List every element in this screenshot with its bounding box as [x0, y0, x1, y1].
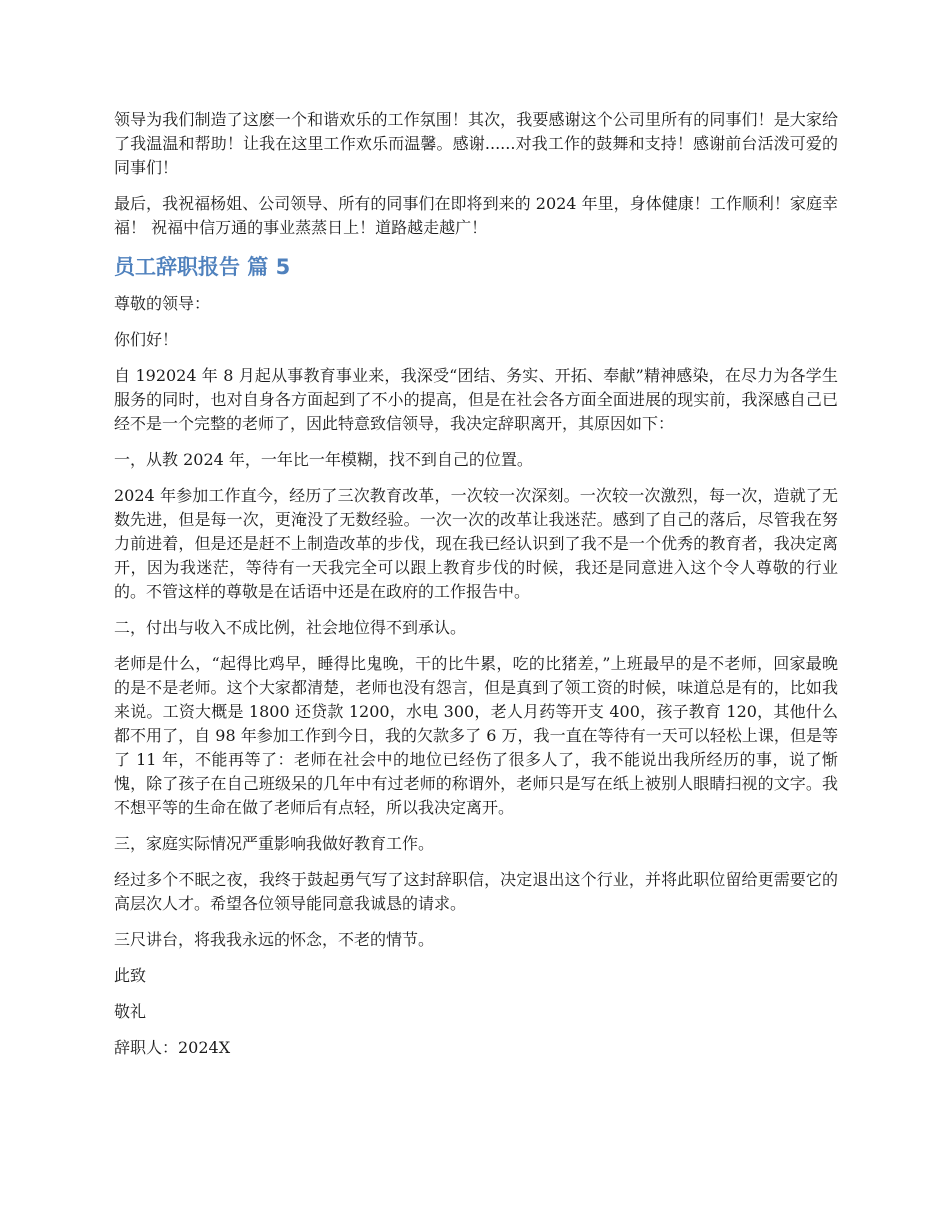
section-heading: 员工辞职报告 篇 5 [114, 255, 291, 279]
body-paragraph: 2024 年参加工作直今，经历了三次教育改革，一次较一次深刻。一次较一次激烈，每一次，造就了无数先进，但是每一次，更淹没了无数经验。一次一次的改革让我迷茫。感到了自己的落后，尽管我在努力前进着，但是还是赶不上制造改革的步伐，现在我已经认识到了我不是一个优秀的教育者，我决定离开，因为我迷茫，等待有一天我完全可以跟上教育步伐的时候，我还是同意进入这个令人尊敬的行业的。不管这样的尊敬是在话语中还是在政府的工作报告中。 [114, 486, 838, 601]
reason-heading-2: 二，付出与收入不成比例，社会地位得不到承认。 [114, 618, 467, 637]
signature-line: 辞职人：2024X [114, 1038, 231, 1057]
body-paragraph: 老师是什么，“起得比鸡早，睡得比鬼晚，干的比牛累，吃的比猪差，”上班最早的是不老师，回家最晚的是不是老师。这个大家都清楚，老师也没有怨言，但是真到了领工资的时候，味道总是有的，比如我来说。工资大概是 1800 还贷款 1200，水电 300，老人月药等开支 400，孩子教育 120，其他什么都不用了，自 98 年参加工作到今日，我的欠款多了 6 万，我一直在等待有一天可以轻松上课，但是等了 11 年，不能再等了：老师在社会中的地位已经伤了很多人了，我不能说出我所经历的事，说了惭愧，除了孩子在自己班级呆的几年中有过老师的称谓外，老师只是写在纸上被别人眼睛扫视的文字。我不想平等的生命在做了老师后有点轻，所以我决定离开。 [114, 654, 838, 817]
greeting: 你们好！ [114, 330, 179, 349]
body-paragraph: 三尺讲台，将我我永远的怀念，不老的情节。 [114, 930, 435, 949]
intro-paragraph-1: 领导为我们制造了这麽一个和谐欢乐的工作氛围！其次，我要感谢这个公司里所有的同事们！是大家给了我温温和帮助！让我在这里工作欢乐而温馨。感谢......对我工作的鼓舞和支持！感谢前台活泼可爱的同事们！ [114, 110, 838, 177]
document-page [114, 108, 838, 1072]
closing-line: 此致 [114, 966, 147, 985]
salutation: 尊敬的领导： [114, 294, 211, 313]
reason-heading-1: 一，从教 2024 年，一年比一年模糊，找不到自己的位置。 [114, 450, 533, 469]
body-paragraph: 经过多个不眠之夜，我终于鼓起勇气写了这封辞职信，决定退出这个行业，并将此职位留给更需要它的高层次人才。希望各位领导能同意我诚恳的请求。 [114, 870, 838, 913]
body-paragraph: 自 192024 年 8 月起从事教育事业来，我深受“团结、务实、开拓、奉献”精神感染，在尽力为各学生服务的同时，也对自身各方面起到了不小的提高，但是在社会各方面全面进展的现实前，我深感自己已经不是一个完整的老师了，因此特意致信领导，我决定辞职离开，其原因如下： [114, 366, 838, 433]
reason-heading-3: 三，家庭实际情况严重影响我做好教育工作。 [114, 834, 435, 853]
intro-paragraph-2: 最后，我祝福杨姐、公司领导、所有的同事们在即将到来的 2024 年里，身体健康！工作顺利！家庭幸福！ 祝福中信万通的事业蒸蒸日上！道路越走越广！ [114, 194, 838, 237]
closing-salute: 敬礼 [114, 1002, 147, 1021]
